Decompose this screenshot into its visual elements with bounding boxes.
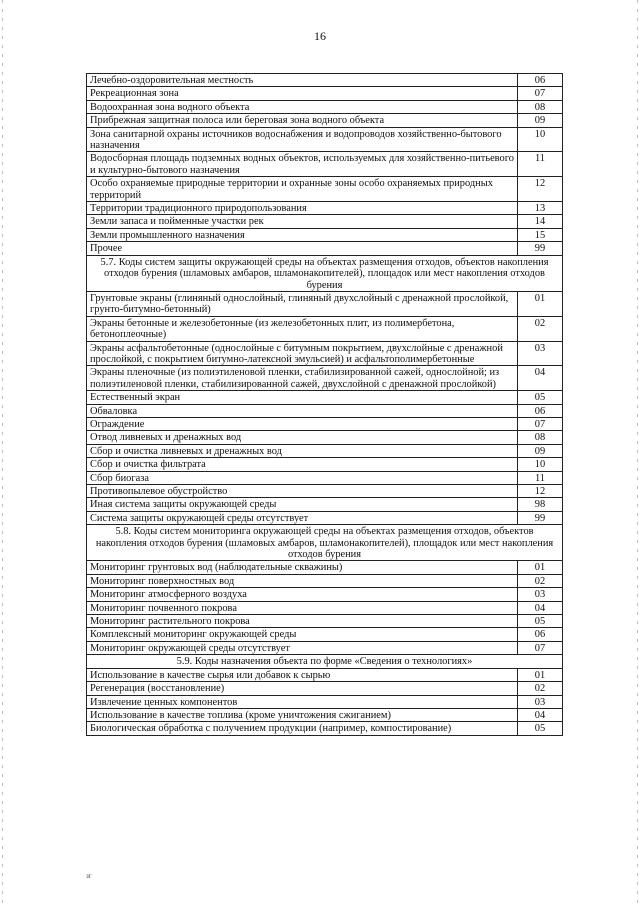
row-code: 03 [518, 695, 563, 708]
table-row [87, 615, 563, 628]
row-name: Иная система защиты окружающей среды [87, 498, 518, 511]
row-code: 06 [518, 404, 563, 417]
row-code: 01 [518, 561, 563, 574]
table-row [87, 668, 563, 681]
row-name: Экраны бетонные и железобетонные (из железобетонных плит, из полимербетона, бетоноплеочные) [87, 316, 518, 341]
table-row [87, 87, 563, 100]
row-name: Использование в качестве топлива (кроме уничтожения сжиганием) [87, 708, 518, 721]
row-name: Противопылевое обустройство [87, 485, 518, 498]
table-row [87, 215, 563, 228]
row-code: 99 [518, 242, 563, 255]
row-name: Комплексный мониторинг окружающей среды [87, 628, 518, 641]
table-row [87, 152, 563, 177]
row-name: Мониторинг растительного покрова [87, 615, 518, 628]
table-row [87, 561, 563, 574]
table-row [87, 511, 563, 524]
row-name: Мониторинг почвенного покрова [87, 601, 518, 614]
row-code: 06 [518, 628, 563, 641]
row-code: 05 [518, 722, 563, 735]
table-row [87, 444, 563, 457]
section-heading: 5.7. Коды систем защиты окружающей среды на объектах размещения отходов, объектов накопления отходов бурения (шламовых амбаров, шламонакопителей), площадок или мест накопления отходов бурения [87, 255, 563, 291]
row-code: 11 [518, 152, 563, 177]
row-code: 99 [518, 511, 563, 524]
table-row [87, 588, 563, 601]
row-code: 13 [518, 202, 563, 215]
row-name: Использование в качестве сырья или добавок к сырью [87, 668, 518, 681]
section-heading-row [87, 655, 563, 668]
row-code: 07 [518, 417, 563, 430]
row-code: 03 [518, 341, 563, 366]
table-row [87, 202, 563, 215]
codes-table [86, 73, 563, 736]
row-code: 03 [518, 588, 563, 601]
row-name: Извлечение ценных компонентов [87, 695, 518, 708]
table-row [87, 366, 563, 391]
table-row [87, 341, 563, 366]
row-name: Водосборная площадь подземных водных объектов, используемых для хозяйственно-питьевого и культурно-бытового назначения [87, 152, 518, 177]
row-name: Территории традиционного природопользования [87, 202, 518, 215]
section-heading: 5.9. Коды назначения объекта по форме «Сведения о технологиях» [87, 655, 563, 668]
row-code: 12 [518, 485, 563, 498]
table-row [87, 471, 563, 484]
row-name: Регенерация (восстановление) [87, 682, 518, 695]
row-code: 15 [518, 228, 563, 241]
scan-edge-right [637, 0, 638, 905]
row-code: 10 [518, 458, 563, 471]
table-row [87, 708, 563, 721]
table-row [87, 498, 563, 511]
table-row [87, 114, 563, 127]
table-row [87, 100, 563, 113]
table-row [87, 485, 563, 498]
row-code: 04 [518, 601, 563, 614]
table-row [87, 391, 563, 404]
row-name: Земли запаса и пойменные участки рек [87, 215, 518, 228]
table-row [87, 641, 563, 654]
row-name: Сбор биогаза [87, 471, 518, 484]
table-row [87, 177, 563, 202]
row-name: Ограждение [87, 417, 518, 430]
row-code: 04 [518, 366, 563, 391]
codes-table-body [87, 74, 563, 736]
row-code: 05 [518, 615, 563, 628]
row-name: Мониторинг грунтовых вод (наблюдательные скважины) [87, 561, 518, 574]
section-heading-row [87, 525, 563, 561]
row-name: Мониторинг поверхностных вод [87, 574, 518, 587]
footer-mark: зг [86, 872, 92, 880]
row-code: 98 [518, 498, 563, 511]
row-code: 12 [518, 177, 563, 202]
row-code: 02 [518, 574, 563, 587]
table-row [87, 628, 563, 641]
row-name: Система защиты окружающей среды отсутствует [87, 511, 518, 524]
table-row [87, 574, 563, 587]
table-row [87, 291, 563, 316]
page-number: 16 [314, 29, 326, 43]
row-name: Биологическая обработка с получением продукции (например, компостирование) [87, 722, 518, 735]
table-row [87, 404, 563, 417]
row-name: Экраны асфальтобетонные (однослойные с битумным покрытием, двухслойные с дренажной прослойкой, с покрытием битумно-латексной эмульсией) и асфальтополимербетонные [87, 341, 518, 366]
row-code: 07 [518, 641, 563, 654]
row-name: Обваловка [87, 404, 518, 417]
table-row [87, 242, 563, 255]
row-code: 01 [518, 668, 563, 681]
table-row [87, 682, 563, 695]
table-row [87, 601, 563, 614]
table-row [87, 74, 563, 87]
row-name: Особо охраняемые природные территории и охранные зоны особо охраняемых природных территорий [87, 177, 518, 202]
row-name: Зона санитарной охраны источников водоснабжения и водопроводов хозяйственно-бытового назначения [87, 127, 518, 152]
scan-edge-left [2, 0, 3, 905]
row-name: Прочее [87, 242, 518, 255]
row-name: Мониторинг окружающей среды отсутствует [87, 641, 518, 654]
row-code: 06 [518, 74, 563, 87]
row-name: Мониторинг атмосферного воздуха [87, 588, 518, 601]
row-code: 11 [518, 471, 563, 484]
row-code: 09 [518, 444, 563, 457]
row-name: Грунтовые экраны (глиняный однослойный, глиняный двухслойный с дренажной прослойкой, грунто-битумно-бетонный) [87, 291, 518, 316]
table-row [87, 228, 563, 241]
row-name: Экраны пленочные (из полиэтиленовой пленки, стабилизированной сажей, однослойной; из полиэтиленовой пленки, стабилизированной сажей, двухслойной с дренажной прослойкой) [87, 366, 518, 391]
row-code: 08 [518, 100, 563, 113]
row-name: Сбор и очистка ливневых и дренажных вод [87, 444, 518, 457]
row-name: Естественный экран [87, 391, 518, 404]
table-row [87, 431, 563, 444]
row-name: Отвод ливневых и дренажных вод [87, 431, 518, 444]
table-row [87, 316, 563, 341]
row-code: 05 [518, 391, 563, 404]
table-row [87, 417, 563, 430]
row-code: 01 [518, 291, 563, 316]
row-name: Рекреационная зона [87, 87, 518, 100]
row-code: 09 [518, 114, 563, 127]
row-code: 04 [518, 708, 563, 721]
table-row [87, 127, 563, 152]
row-name: Водоохранная зона водного объекта [87, 100, 518, 113]
section-heading: 5.8. Коды систем мониторинга окружающей среды на объектах размещения отходов, объектов накопления отходов бурения (шламовых амбаров, шламонакопителей), площадок или мест накопления отходов бурения [87, 525, 563, 561]
row-name: Земли промышленного назначения [87, 228, 518, 241]
row-name: Лечебно-оздоровительная местность [87, 74, 518, 87]
table-row [87, 722, 563, 735]
row-code: 10 [518, 127, 563, 152]
row-code: 02 [518, 682, 563, 695]
row-code: 08 [518, 431, 563, 444]
row-code: 02 [518, 316, 563, 341]
row-code: 07 [518, 87, 563, 100]
row-name: Прибрежная защитная полоса или береговая зона водного объекта [87, 114, 518, 127]
section-heading-row [87, 255, 563, 291]
table-row [87, 695, 563, 708]
row-code: 14 [518, 215, 563, 228]
table-row [87, 458, 563, 471]
row-name: Сбор и очистка фильтрата [87, 458, 518, 471]
